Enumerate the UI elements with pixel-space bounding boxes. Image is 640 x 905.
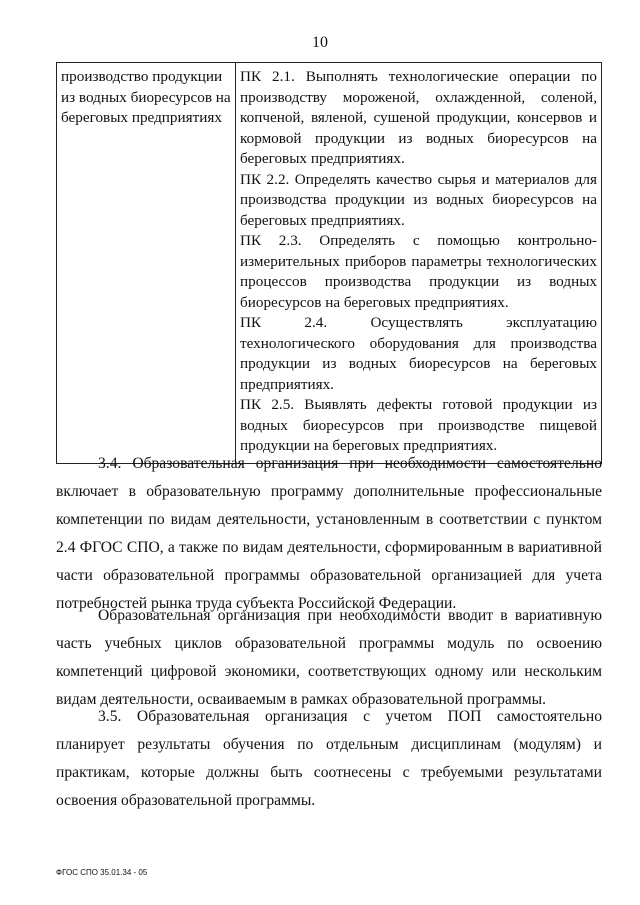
paragraph-text: Образовательная организация при необходимости вводит в вариативную часть учебных циклов образовательной программы модуль по освоению компетенций цифровой экономики, соответствующих одному или нескольким видам деятельности, осваиваемым в рамках образовательной программы. xyxy=(56,607,602,708)
footer-document-code: ФГОС СПО 35.01.34 - 05 xyxy=(56,868,148,877)
paragraph-3-5 xyxy=(56,703,602,815)
competency-pk-2-2: ПК 2.2. Определять качество сырья и материалов для производства продукции из водных биоресурсов на береговых предприятиях. xyxy=(240,170,597,229)
table-row xyxy=(57,63,602,464)
competency-pk-2-5: ПК 2.5. Выявлять дефекты готовой продукции из водных биоресурсов при производстве пищевой продукции на береговых предприятиях. xyxy=(240,396,597,454)
competency-pk-2-3: ПК 2.3. Определять с помощью контрольно-измерительных приборов параметры технологических процессов производства продукции из водных биоресурсов на береговых предприятиях. xyxy=(240,232,597,311)
competency-pk-2-4: ПК 2.4. Осуществлять эксплуатацию технологического оборудования для производства продукции из водных биоресурсов на береговых предприятиях. xyxy=(240,314,597,393)
competency-table xyxy=(56,62,602,464)
paragraph-text: 3.5. Образовательная организация с учетом ПОП самостоятельно планирует результаты обучения по отдельным дисциплинам (модулям) и практикам, которые должны быть соотнесены с требуемыми результатами освоения образовательной программы. xyxy=(56,708,602,809)
page-number: 10 xyxy=(312,34,328,51)
paragraph-3-4 xyxy=(56,450,602,618)
activity-cell: производство продукции из водных биоресурсов на береговых предприятиях xyxy=(57,63,236,464)
paragraph-text: 3.4. Образовательная организация при необходимости самостоятельно включает в образовательную программу дополнительные профессиональные компетенции по видам деятельности, установленным в соответствии с пунктом 2.4 ФГОС СПО, а также по видам деятельности, сформированным в вариативной части образовательной программы образовательной организацией для учета потребностей рынка труда субъекта Российской Федерации. xyxy=(56,455,602,612)
competency-pk-2-1: ПК 2.1. Выполнять технологические операции по производству мороженой, охлажденной, соленой, копченой, вяленой, сушеной продукции, консервов и кормовой продукции из водных биоресурсов на береговых предприятиях. xyxy=(240,68,597,167)
competencies-cell xyxy=(236,63,602,464)
paragraph-digital-economy xyxy=(56,602,602,714)
